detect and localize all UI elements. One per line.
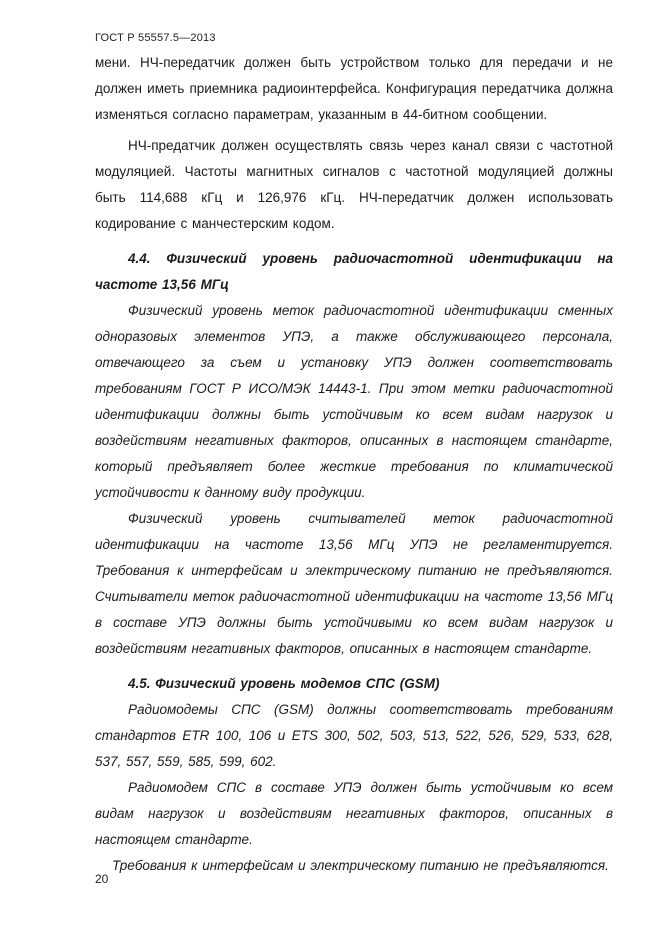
document-body: [95, 50, 613, 879]
paragraph-lf-transmitter-config: мени. НЧ-передатчик должен быть устройством только для передачи и не должен иметь приемника радиоинтерфейса. Конфигурация передатчика должна изменяться согласно параметрам, указанным в 44-битном сообщении.: [95, 55, 613, 122]
paragraph-rfid-tags-requirements: Физический уровень меток радиочастотной идентификации сменных одноразовых элементов УПЭ, а также обслуживающего персонала, отвечающего за съем и установку УПЭ должен соответствовать требованиям ГОСТ Р ИСО/МЭК 14443-1. При этом метки радиочастотной идентификации должны быть устойчивым ко всем видам нагрузок и воздействиям негативных факторов, описанных в настоящем стандарте, который предъявляет более жесткие требования по климатической устойчивости к данному виду продукции.: [95, 303, 613, 500]
section-heading-4-4: 4.4. Физический уровень радиочастотной идентификации на частоте 13,56 МГц: [95, 251, 613, 292]
paragraph-lf-transmitter-modulation: НЧ-предатчик должен осуществлять связь через канал связи с частотной модуляцией. Частоты магнитных сигналов с частотной модуляцией должны быть 114,688 кГц и 126,976 кГц. НЧ-передатчик должен использовать кодирование с манчестерским кодом.: [95, 138, 613, 231]
paragraph-interfaces-note: Требования к интерфейсам и электрическому питанию не предъявляются.: [112, 858, 609, 873]
paragraph-gsm-modem-durability: Радиомодем СПС в составе УПЭ должен быть устойчивым ко всем видам нагрузок и воздействиям негативных факторов, описанных в настоящем стандарте.: [95, 780, 613, 847]
paragraph-gsm-modem-standards: Радиомодемы СПС (GSM) должны соответствовать требованиям стандартов ETR 100, 106 и ETS 300, 502, 503, 513, 522, 526, 529, 533, 628, 537, 557, 559, 585, 599, 602.: [95, 702, 613, 769]
section-heading-4-5: 4.5. Физический уровень модемов СПС (GSM): [128, 676, 440, 691]
paragraph-rfid-readers-requirements: Физический уровень считывателей меток радиочастотной идентификации на частоте 13,56 МГц УПЭ не регламентируется. Требования к интерфейсам и электрическому питанию не предъявляются. Считыватели меток радиочастотной идентификации на частоте 13,56 МГц в составе УПЭ должны быть устойчивыми ко всем видам нагрузок и воздействиям негативных факторов, описанных в настоящем стандарте.: [95, 511, 613, 656]
document-code-header: ГОСТ Р 55557.5—2013: [95, 32, 216, 44]
page-number: 20: [95, 872, 109, 886]
